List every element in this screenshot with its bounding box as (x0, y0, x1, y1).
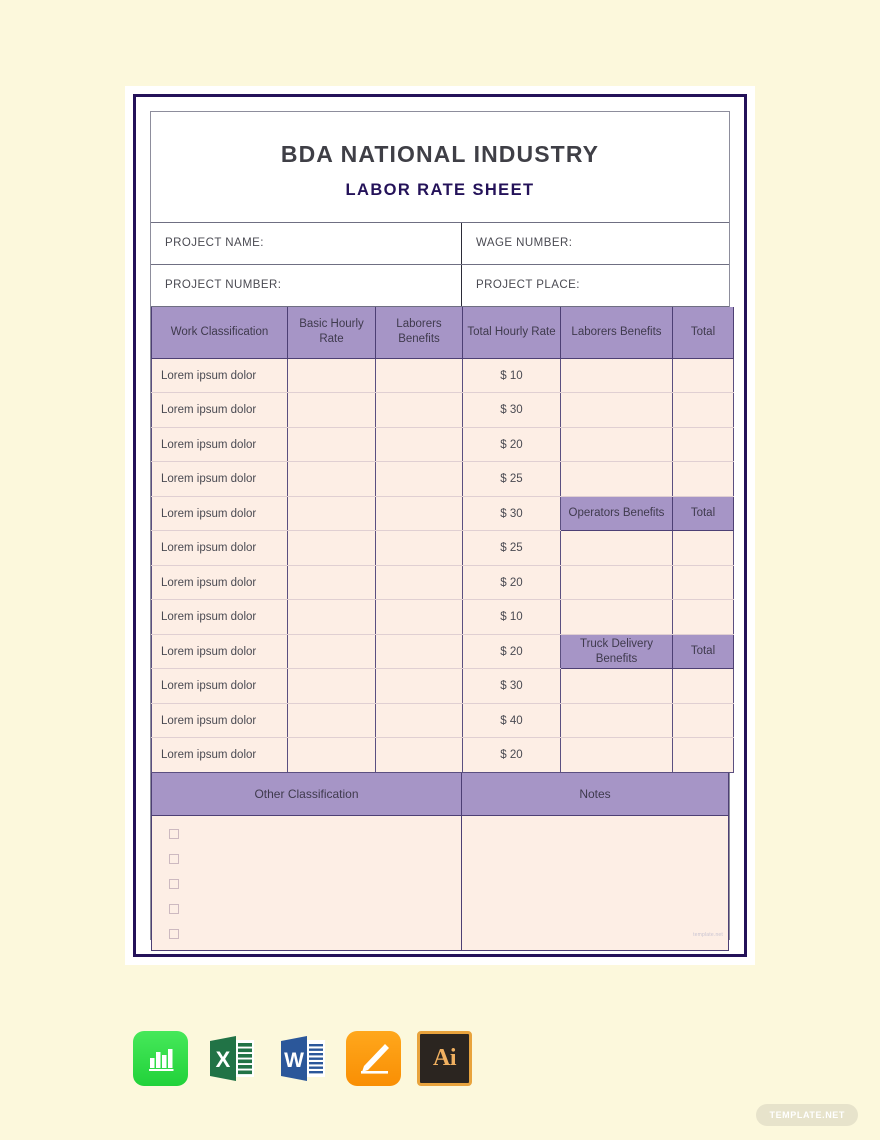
apple-pages-icon[interactable] (346, 1031, 401, 1086)
cell-total[interactable] (673, 565, 734, 600)
project-info-label-left[interactable]: PROJECT NUMBER: (151, 265, 462, 306)
document-inner-frame (150, 111, 730, 940)
cell-basic-hourly-rate[interactable] (288, 531, 376, 566)
cell-basic-hourly-rate[interactable] (288, 393, 376, 428)
other-classification-checkbox-list (151, 816, 462, 951)
table-column-header: Laborers Benefits (561, 307, 673, 359)
microsoft-word-icon[interactable] (275, 1031, 330, 1086)
cell-laborers-benefits[interactable] (376, 427, 463, 462)
cell-work-classification[interactable]: Lorem ipsum dolor (152, 634, 288, 669)
excel-letter: X (215, 1047, 231, 1072)
cell-laborers-benefits[interactable] (376, 669, 463, 704)
cell-basic-hourly-rate[interactable] (288, 358, 376, 393)
table-column-header: Total Hourly Rate (463, 307, 561, 359)
document-watermark: template.net (693, 932, 723, 938)
cell-total[interactable] (673, 531, 734, 566)
bottom-header-row (151, 773, 729, 816)
cell-total-hourly-rate[interactable]: $ 40 (463, 703, 561, 738)
table-column-header: Laborers Benefits (376, 307, 463, 359)
cell-laborers-benefits[interactable] (376, 358, 463, 393)
cell-benefits[interactable] (561, 358, 673, 393)
cell-total[interactable] (673, 393, 734, 428)
other-classification-header: Other Classification (151, 773, 462, 816)
other-classification-checkbox[interactable] (169, 879, 179, 889)
cell-basic-hourly-rate[interactable] (288, 600, 376, 635)
cell-work-classification[interactable]: Lorem ipsum dolor (152, 600, 288, 635)
table-row (152, 462, 734, 497)
notes-area[interactable] (462, 816, 729, 951)
other-classification-checkbox[interactable] (169, 904, 179, 914)
cell-total-hourly-rate[interactable]: $ 25 (463, 531, 561, 566)
cell-basic-hourly-rate[interactable] (288, 565, 376, 600)
cell-work-classification[interactable]: Lorem ipsum dolor (152, 565, 288, 600)
total-group-subheader: Total (673, 496, 734, 531)
table-row (152, 738, 734, 773)
cell-total[interactable] (673, 427, 734, 462)
cell-benefits[interactable] (561, 531, 673, 566)
cell-total-hourly-rate[interactable]: $ 20 (463, 565, 561, 600)
project-info-label-right[interactable]: PROJECT PLACE: (476, 279, 580, 292)
cell-laborers-benefits[interactable] (376, 393, 463, 428)
app-format-icons (133, 1031, 472, 1086)
table-row (152, 427, 734, 462)
benefits-group-subheader: Operators Benefits (561, 496, 673, 531)
table-row (152, 496, 734, 531)
other-classification-checkbox[interactable] (169, 854, 179, 864)
table-column-header: Work Classification (152, 307, 288, 359)
bottom-body-row (151, 816, 729, 951)
document-title-block (151, 112, 729, 223)
cell-work-classification[interactable]: Lorem ipsum dolor (152, 703, 288, 738)
cell-benefits[interactable] (561, 738, 673, 773)
table-row (152, 565, 734, 600)
table-row (152, 703, 734, 738)
microsoft-excel-icon[interactable] (204, 1031, 259, 1086)
cell-laborers-benefits[interactable] (376, 634, 463, 669)
cell-total-hourly-rate[interactable]: $ 20 (463, 634, 561, 669)
illustrator-letters: Ai (433, 1045, 456, 1071)
cell-basic-hourly-rate[interactable] (288, 427, 376, 462)
project-info-row (151, 223, 729, 265)
cell-total[interactable] (673, 462, 734, 497)
other-classification-checkbox[interactable] (169, 829, 179, 839)
cell-benefits[interactable] (561, 427, 673, 462)
project-info-label-right[interactable]: WAGE NUMBER: (476, 237, 573, 250)
cell-work-classification[interactable]: Lorem ipsum dolor (152, 427, 288, 462)
cell-laborers-benefits[interactable] (376, 600, 463, 635)
cell-work-classification[interactable]: Lorem ipsum dolor (152, 738, 288, 773)
table-column-header: Total (673, 307, 734, 359)
cell-total-hourly-rate[interactable]: $ 25 (463, 462, 561, 497)
template-net-badge[interactable]: TEMPLATE.NET (756, 1104, 858, 1126)
table-row (152, 531, 734, 566)
table-row (152, 393, 734, 428)
other-classification-checkbox[interactable] (169, 929, 179, 939)
cell-basic-hourly-rate[interactable] (288, 738, 376, 773)
cell-basic-hourly-rate[interactable] (288, 634, 376, 669)
table-row (152, 634, 734, 669)
cell-total-hourly-rate[interactable]: $ 20 (463, 427, 561, 462)
cell-laborers-benefits[interactable] (376, 565, 463, 600)
labor-rate-table (151, 307, 734, 773)
cell-benefits[interactable] (561, 393, 673, 428)
cell-basic-hourly-rate[interactable] (288, 703, 376, 738)
project-info-section (151, 223, 729, 307)
cell-basic-hourly-rate[interactable] (288, 669, 376, 704)
cell-total-hourly-rate[interactable]: $ 10 (463, 600, 561, 635)
cell-total-hourly-rate[interactable]: $ 30 (463, 393, 561, 428)
cell-work-classification[interactable]: Lorem ipsum dolor (152, 496, 288, 531)
cell-work-classification[interactable]: Lorem ipsum dolor (152, 358, 288, 393)
cell-laborers-benefits[interactable] (376, 703, 463, 738)
cell-work-classification[interactable]: Lorem ipsum dolor (152, 531, 288, 566)
cell-basic-hourly-rate[interactable] (288, 462, 376, 497)
table-row (152, 669, 734, 704)
page-subtitle: LABOR RATE SHEET (345, 180, 535, 199)
cell-total[interactable] (673, 738, 734, 773)
cell-total[interactable] (673, 358, 734, 393)
cell-laborers-benefits[interactable] (376, 462, 463, 497)
adobe-illustrator-icon[interactable] (417, 1031, 472, 1086)
word-letter: W (284, 1049, 304, 1072)
cell-benefits[interactable] (561, 703, 673, 738)
bottom-section (151, 773, 729, 951)
document-outer-frame (133, 94, 747, 957)
cell-laborers-benefits[interactable] (376, 738, 463, 773)
cell-laborers-benefits[interactable] (376, 496, 463, 531)
cell-benefits[interactable] (561, 600, 673, 635)
cell-laborers-benefits[interactable] (376, 531, 463, 566)
cell-total-hourly-rate[interactable]: $ 30 (463, 669, 561, 704)
notes-header: Notes (462, 773, 729, 816)
cell-total-hourly-rate[interactable]: $ 20 (463, 738, 561, 773)
table-header-row (152, 307, 734, 359)
page-title: BDA NATIONAL INDUSTRY (280, 141, 600, 167)
table-row (152, 358, 734, 393)
cell-total[interactable] (673, 600, 734, 635)
cell-work-classification[interactable]: Lorem ipsum dolor (152, 393, 288, 428)
project-info-label-left[interactable]: PROJECT NAME: (151, 223, 462, 264)
cell-total-hourly-rate[interactable]: $ 10 (463, 358, 561, 393)
cell-basic-hourly-rate[interactable] (288, 496, 376, 531)
cell-total[interactable] (673, 703, 734, 738)
table-row (152, 600, 734, 635)
table-column-header: Basic Hourly Rate (288, 307, 376, 359)
apple-numbers-icon[interactable] (133, 1031, 188, 1086)
cell-benefits[interactable] (561, 462, 673, 497)
benefits-group-subheader: Truck Delivery Benefits (561, 634, 673, 669)
total-group-subheader: Total (673, 634, 734, 669)
cell-benefits[interactable] (561, 669, 673, 704)
cell-work-classification[interactable]: Lorem ipsum dolor (152, 669, 288, 704)
cell-benefits[interactable] (561, 565, 673, 600)
cell-work-classification[interactable]: Lorem ipsum dolor (152, 462, 288, 497)
cell-total-hourly-rate[interactable]: $ 30 (463, 496, 561, 531)
document-page-card (125, 86, 755, 965)
project-info-row (151, 265, 729, 307)
cell-total[interactable] (673, 669, 734, 704)
